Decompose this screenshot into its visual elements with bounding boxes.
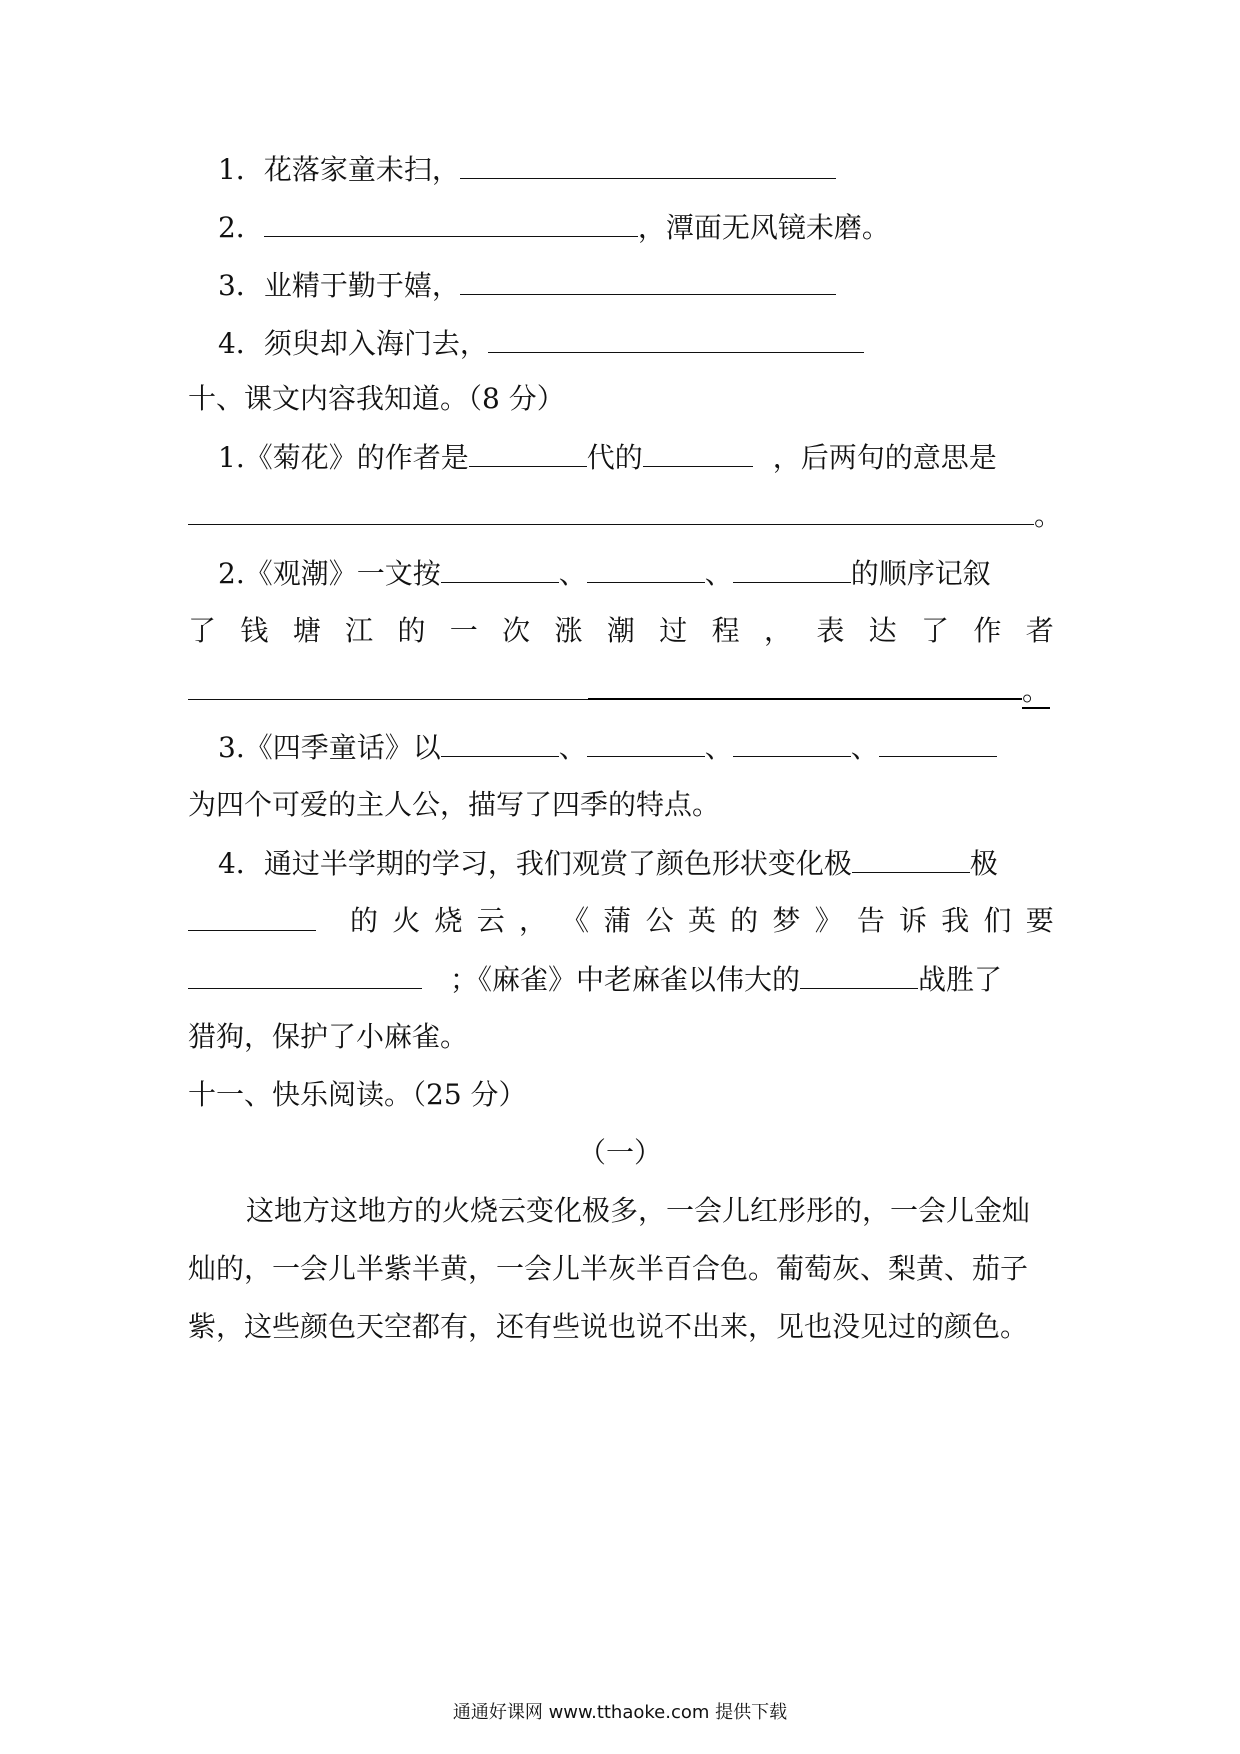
answer-blank: [733, 730, 851, 757]
answer-blank: [441, 556, 559, 583]
answer-blank: [879, 730, 997, 757]
answer-blank: [488, 326, 864, 353]
question-3: 3.《四季童话》以 、 、 、: [218, 730, 997, 765]
answer-blank: [587, 556, 705, 583]
question-4-line-4: 猎狗，保护了小麻雀。: [188, 1020, 469, 1053]
answer-blank: [643, 440, 753, 467]
reading-paragraph-line: 紫，这些颜色天空都有，还有些说也说不出来，见也没见过的颜色。: [188, 1310, 1029, 1343]
poem-line-4: 4．须臾却入海门去，: [218, 326, 864, 361]
answer-blank: [460, 152, 836, 179]
footer-source: 通通好课网 www.tthaoke.com 提供下载: [452, 1702, 788, 1723]
section-heading: 十、课文内容我知道。（8 分）: [188, 382, 565, 415]
reading-paragraph-line: 这地方这地方的火烧云变化极多，一会儿红彤彤的，一会儿金灿: [246, 1194, 1031, 1227]
question-1-line-2: 。: [188, 498, 1062, 533]
question-3-line-2: 为四个可爱的主人公，描写了四季的特点。: [188, 788, 721, 821]
reading-paragraph-line: 灿的，一会儿半紫半黄，一会儿半灰半百合色。葡萄灰、梨黄、茄子: [188, 1252, 1029, 1285]
question-1: 1.《菊花》的作者是 代的 ，后两句的意思是: [218, 441, 997, 474]
answer-blank: [587, 730, 705, 757]
poem-line-3: 3．业精于勤于嬉，: [218, 268, 836, 303]
answer-blank: [588, 672, 1022, 700]
question-4: 4．通过半学期的学习，我们观赏了颜色形状变化极 极: [218, 847, 998, 880]
question-4-line-3: ；《麻雀》中老麻雀以伟大的 战胜了: [188, 962, 1002, 997]
answer-blank: [188, 498, 1034, 525]
question-2: 2.《观潮》一文按 、 、 的顺序记叙: [218, 557, 991, 590]
answer-blank: [800, 962, 918, 989]
answer-blank: [441, 730, 559, 757]
question-4-line-2: [188, 904, 316, 939]
question-4-line-2-text: 的 火 烧 云 ， 《 蒲 公 英 的 梦 》 告 诉 我 们 要: [350, 904, 1054, 937]
answer-blank: [188, 962, 422, 989]
answer-blank: [733, 556, 851, 583]
answer-blank: [469, 440, 587, 467]
section-heading: 十一、快乐阅读。（25 分）: [188, 1078, 527, 1111]
question-2-line-3: 。: [188, 672, 1050, 708]
answer-blank: [852, 846, 970, 873]
reading-subheading: （一）: [577, 1136, 662, 1169]
answer-blank: [188, 904, 316, 931]
question-2-line-2: 了 钱 塘 江 的 一 次 涨 潮 过 程 ， 表 达 了 作 者: [188, 614, 1054, 647]
answer-blank: [264, 210, 638, 237]
poem-line-2: 2． ，潭面无风镜未磨。: [218, 211, 890, 244]
poem-line-1: 1．花落家童未扫，: [218, 152, 836, 187]
answer-blank: [460, 268, 836, 295]
answer-blank: [188, 673, 588, 700]
